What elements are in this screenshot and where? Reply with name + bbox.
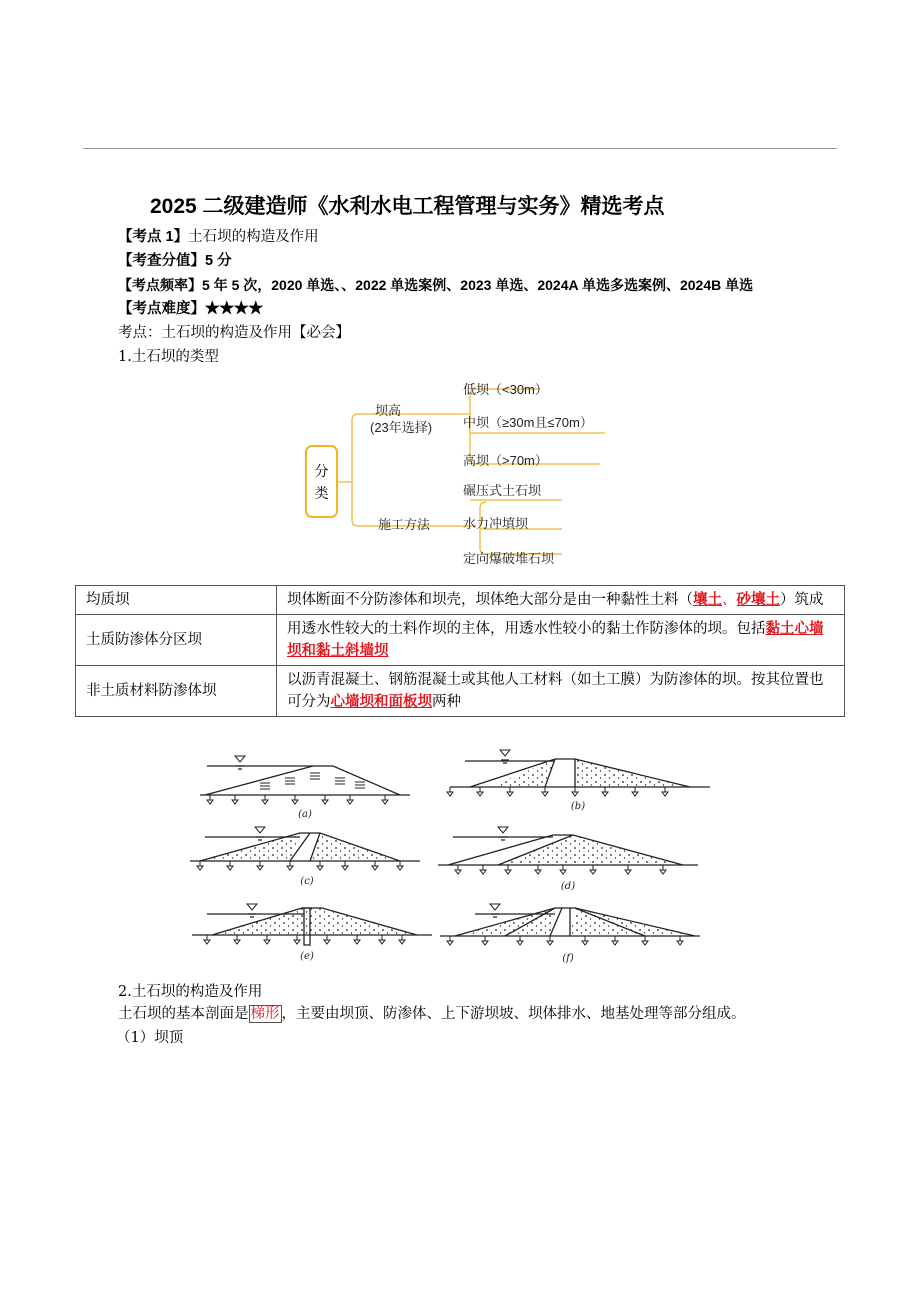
mindmap-item-medium: 中坝（≥30m且≤70m） — [463, 415, 593, 430]
meta-value: 5 分 — [205, 253, 232, 269]
header-rule — [83, 148, 837, 149]
topic-line: 考点：土石坝的构造及作用【必会】 — [118, 325, 350, 341]
figure-c — [190, 827, 420, 870]
mindmap-branch-height-note: (23年选择) — [370, 420, 433, 435]
figure-label-b: (b) — [570, 801, 586, 812]
mindmap-item-blasting: 定向爆破堆石坝 — [463, 551, 555, 566]
mindmap-item-low: 低坝（<30m） — [463, 382, 548, 397]
dam-types-table — [75, 585, 845, 717]
meta-value: 5 年 5 次，2020 单选、、2022 单选案例、2023 单选、2024A 单选多选案例、2024B 单选 — [202, 277, 754, 293]
dam-desc-cell: 坝体断面不分防渗体和坝壳，坝体绝大部分是由一种黏性土料（壤土、砂壤土）筑成 — [277, 586, 845, 615]
mindmap-connectors — [300, 372, 620, 572]
meta-label: 【考点 1】 — [118, 229, 189, 245]
table-row — [76, 615, 845, 666]
mindmap-branch-height: 坝高 — [375, 403, 402, 418]
meta-point — [118, 227, 319, 247]
meta-label: 【考查分值】 — [118, 253, 205, 269]
meta-score — [118, 251, 232, 271]
figure-b — [447, 750, 710, 796]
section-heading-1: 1.土石坝的类型 — [118, 349, 219, 365]
figure-label-c: (c) — [300, 876, 314, 887]
dam-sections-figure — [170, 745, 720, 975]
dam-type-cell: 土质防渗体分区坝 — [76, 615, 277, 666]
dam-desc-cell: 用透水性较大的土料作坝的主体，用透水性较小的黏土作防渗体的坝。包括黏土心墙坝和黏土斜墙坝 — [277, 615, 845, 666]
dam-type-cell: 均质坝 — [76, 586, 277, 615]
figure-label-d: (d) — [560, 881, 576, 892]
dam-desc-cell: 以沥青混凝土、钢筋混凝土或其他人工材料（如土工膜）为防渗体的坝。按其位置也可分为心墙坝和面板坝两种 — [277, 666, 845, 717]
table-row — [76, 666, 845, 717]
figure-label-a: (a) — [298, 809, 312, 820]
meta-label: 【考点频率】 — [118, 277, 202, 293]
figure-e — [192, 904, 432, 945]
mindmap-item-high: 高坝（>70m） — [463, 453, 548, 468]
figure-d — [438, 827, 698, 874]
figure-label-f: (f) — [562, 953, 574, 964]
mindmap-root: 分 类 — [305, 445, 338, 518]
mindmap-item-rolled: 碾压式土石坝 — [463, 483, 542, 498]
mindmap-branch-method: 施工方法 — [378, 517, 431, 532]
meta-value: 土石坝的构造及作用 — [188, 229, 319, 245]
section-heading-2: 2.土石坝的构造及作用 — [118, 984, 263, 1000]
subsection-dam-crest: （1）坝顶 — [116, 1030, 184, 1046]
meta-label: 【考点难度】 — [118, 301, 205, 317]
difficulty-stars: ★★★★ — [205, 301, 263, 317]
meta-difficulty — [118, 299, 263, 319]
classification-mindmap — [300, 372, 620, 572]
table-row — [76, 586, 845, 615]
body-paragraph: 土石坝的基本剖面是 梯形 ，主要由坝顶、防渗体、上下游坝坡、坝体排水、地基处理等部分组成。 — [118, 1006, 746, 1022]
figure-a — [200, 756, 410, 804]
figure-f — [440, 904, 700, 945]
highlight-trapezoid: 梯形 — [250, 1006, 280, 1022]
meta-frequency — [118, 275, 753, 295]
page-title: 2025 二级建造师《水利水电工程管理与实务》精选考点 — [150, 195, 665, 218]
figure-label-e: (e) — [300, 951, 314, 962]
dam-type-cell: 非土质材料防渗体坝 — [76, 666, 277, 717]
mindmap-item-hydraulic: 水力冲填坝 — [463, 516, 529, 531]
